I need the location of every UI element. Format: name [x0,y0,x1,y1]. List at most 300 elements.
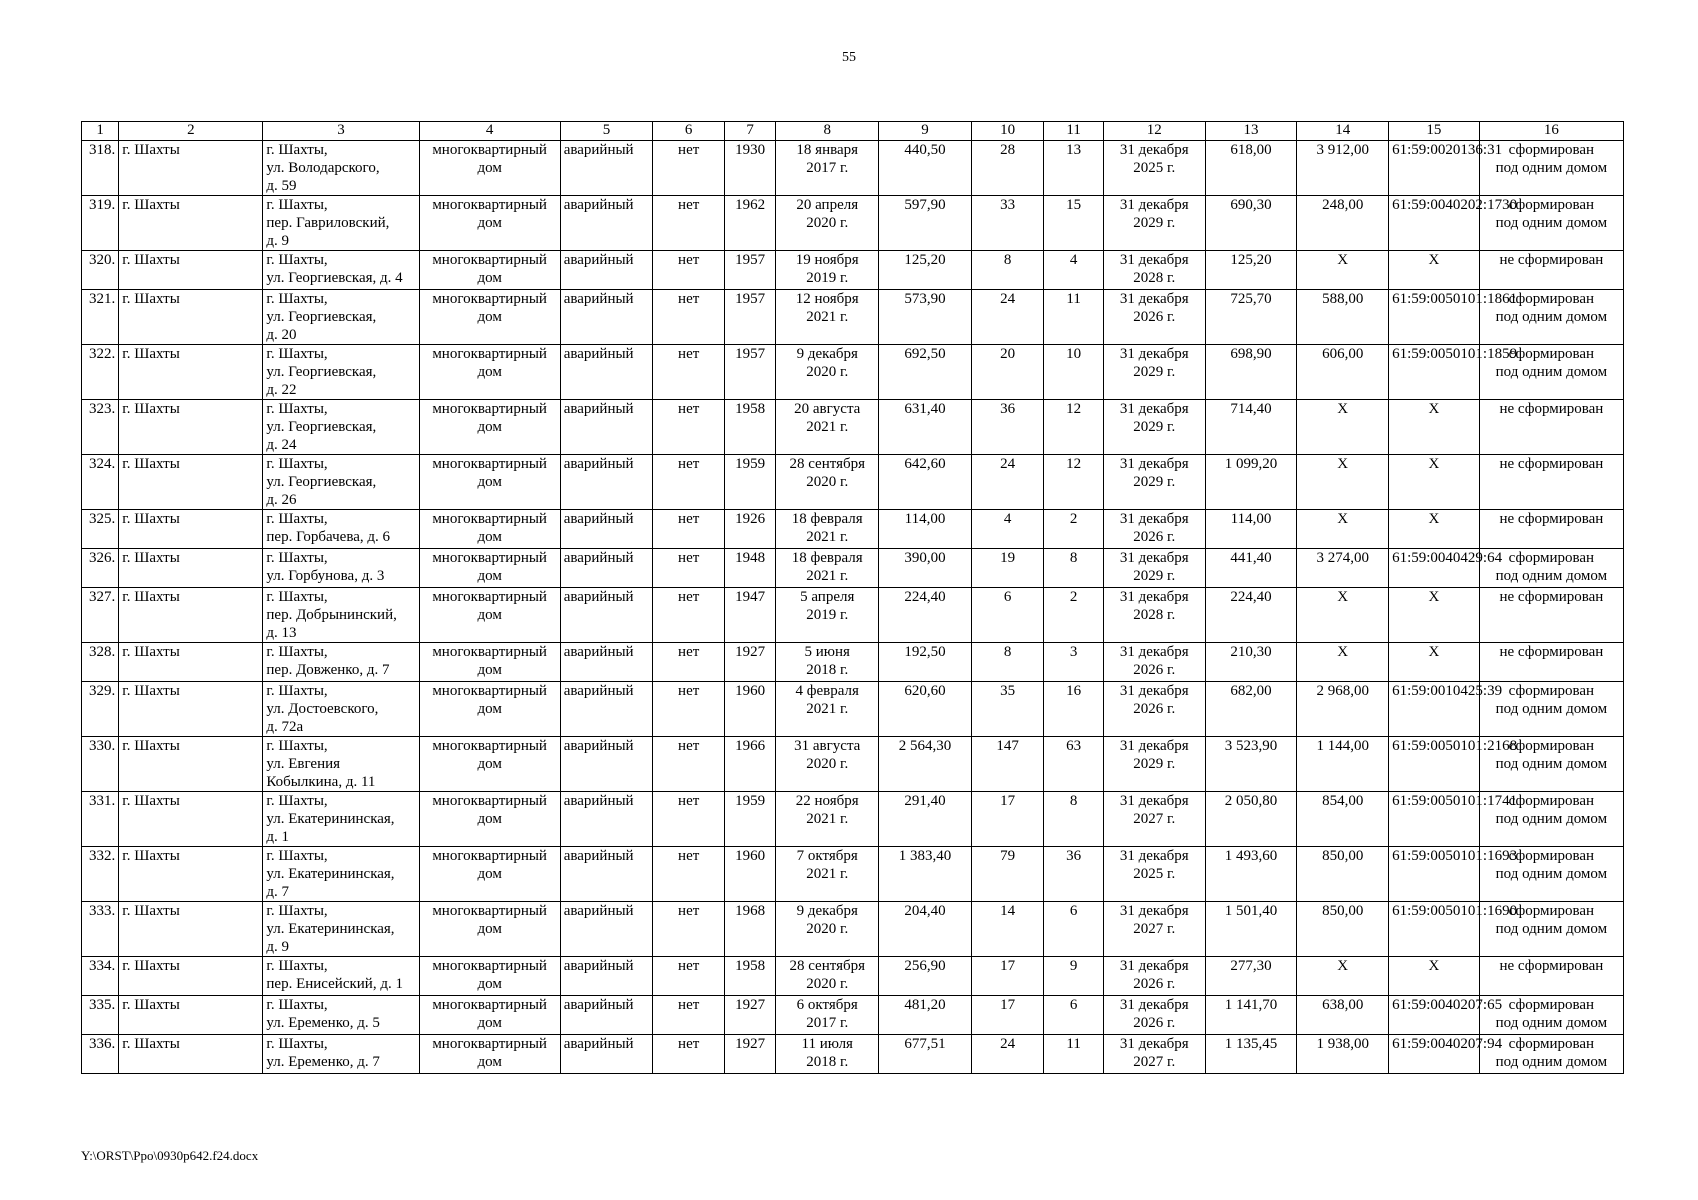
recognition-date-line: 9 декабря [796,903,858,919]
address-line: г. Шахты, [266,456,328,472]
resettlement-deadline-line: 31 декабря [1119,903,1189,919]
land-status-line: под одним домом [1495,756,1608,772]
row-number: 332. [82,847,119,902]
flats-count: 3 [1044,643,1103,682]
building-type-line: дом [477,419,502,435]
column-header-16: 16 [1479,122,1623,141]
total-area: 125,20 [1205,251,1297,290]
address-line: г. Шахты, [266,197,328,213]
resettlement-deadline-line: 31 декабря [1119,197,1189,213]
address-line: пер. Довженко, д. 7 [266,662,390,678]
build-year: 1926 [724,510,775,549]
cadastral-number-line: 29:64 [1467,550,1503,566]
address-line: ул. Георгиевская, [266,364,377,380]
flag: нет [653,290,725,345]
build-year: 1958 [724,400,775,455]
resettlement-deadline [1103,141,1205,196]
resettlement-deadline-line: 31 декабря [1119,550,1189,566]
flag: нет [653,251,725,290]
living-area: 620,60 [879,682,972,737]
cadastral-number-line: Х [1428,958,1440,974]
address-line: г. Шахты, [266,958,328,974]
recognition-date-line: 19 ноября [795,252,859,268]
build-year: 1948 [724,549,775,588]
living-area: 597,90 [879,196,972,251]
building-type-line: многоквартирный [432,252,547,268]
recognition-date-line: 2020 г. [806,976,849,992]
municipality: г. Шахты [119,792,263,847]
flag: нет [653,737,725,792]
residents-count: 79 [971,847,1044,902]
row-number: 320. [82,251,119,290]
land-status-line: сформирован [1508,848,1595,864]
row-number: 325. [82,510,119,549]
table-row [82,643,1624,682]
living-area: 1 383,40 [879,847,972,902]
table-row [82,996,1624,1035]
column-header-3: 3 [263,122,419,141]
recognition-date [776,792,879,847]
condition: аварийный [560,682,653,737]
building-type [419,251,560,290]
address-line: г. Шахты, [266,903,328,919]
recognition-date-line: 31 августа [794,738,861,754]
residents-count: 24 [971,1035,1044,1074]
land-status-line: под одним домом [1495,811,1608,827]
building-type [419,588,560,643]
building-type-line: многоквартирный [432,550,547,566]
column-header-8: 8 [776,122,879,141]
recognition-date [776,290,879,345]
cadastral-number-line: Х [1428,456,1440,472]
residents-count: 14 [971,902,1044,957]
living-area: 481,20 [879,996,972,1035]
recognition-date-line: 2021 г. [806,309,849,325]
resettlement-deadline [1103,455,1205,510]
total-area: 682,00 [1205,682,1297,737]
condition: аварийный [560,847,653,902]
address-line: д. 9 [266,939,290,955]
row-number: 319. [82,196,119,251]
building-type [419,196,560,251]
building-type-line: дом [477,1054,502,1070]
flats-count: 11 [1044,1035,1103,1074]
total-area: 1 493,60 [1205,847,1297,902]
build-year: 1958 [724,957,775,996]
resettlement-deadline [1103,847,1205,902]
land-status-line: не сформирован [1499,511,1604,527]
recognition-date-line: 2020 г. [806,756,849,772]
address-line: г. Шахты, [266,644,328,660]
condition: аварийный [560,400,653,455]
flats-count: 2 [1044,510,1103,549]
land-status-line: не сформирован [1499,958,1604,974]
living-area: 573,90 [879,290,972,345]
residents-count: 147 [971,737,1044,792]
row-number: 323. [82,400,119,455]
building-type [419,682,560,737]
resettlement-deadline-line: 2026 г. [1133,1015,1176,1031]
building-type-line: дом [477,811,502,827]
building-type-line: дом [477,270,502,286]
land-status [1479,510,1623,549]
cadastral-number [1389,682,1503,737]
resettlement-deadline [1103,996,1205,1035]
resettlement-deadline-line: 31 декабря [1119,644,1189,660]
residents-count: 17 [971,792,1044,847]
land-area: Х [1297,400,1389,455]
municipality: г. Шахты [119,196,263,251]
address [263,792,419,847]
build-year: 1959 [724,792,775,847]
land-status [1479,588,1623,643]
flats-count: 8 [1044,792,1103,847]
resettlement-deadline-line: 2029 г. [1133,419,1176,435]
flag: нет [653,792,725,847]
recognition-date-line: 2018 г. [806,662,849,678]
building-type-line: многоквартирный [432,197,547,213]
cadastral-number-line: 61:59:00402 [1392,1036,1468,1052]
building-type-line: дом [477,309,502,325]
total-area: 618,00 [1205,141,1297,196]
residents-count: 4 [971,510,1044,549]
living-area: 291,40 [879,792,972,847]
address-line: г. Шахты, [266,683,328,699]
address [263,455,419,510]
land-area: 3 274,00 [1297,549,1389,588]
recognition-date-line: 22 ноября [795,793,859,809]
building-type-line: многоквартирный [432,1036,547,1052]
flats-count: 2 [1044,588,1103,643]
municipality: г. Шахты [119,400,263,455]
address-line: г. Шахты, [266,346,328,362]
total-area: 698,90 [1205,345,1297,400]
land-status [1479,643,1623,682]
land-status-line: сформирован [1508,683,1595,699]
resettlement-deadline-line: 31 декабря [1119,589,1189,605]
table-row [82,345,1624,400]
address-line: ул. Евгения [266,756,341,772]
building-type-line: многоквартирный [432,346,547,362]
land-area: 2 968,00 [1297,682,1389,737]
resettlement-deadline-line: 2026 г. [1133,976,1176,992]
cadastral-number [1389,588,1480,643]
condition: аварийный [560,643,653,682]
residents-count: 17 [971,996,1044,1035]
resettlement-deadline [1103,957,1205,996]
condition: аварийный [560,1035,653,1074]
cadastral-number-line: Х [1428,589,1440,605]
column-header-4: 4 [419,122,560,141]
living-area: 114,00 [879,510,972,549]
address-line: д. 20 [266,327,297,343]
flats-count: 15 [1044,196,1103,251]
condition: аварийный [560,455,653,510]
recognition-date-line: 9 декабря [796,346,858,362]
total-area: 114,00 [1205,510,1297,549]
address-line: г. Шахты, [266,793,328,809]
building-type-line: дом [477,756,502,772]
land-status-line: сформирован [1508,291,1595,307]
address-line: г. Шахты, [266,291,328,307]
address [263,996,419,1035]
building-type [419,792,560,847]
recognition-date-line: 2020 г. [806,921,849,937]
cadastral-number [1389,455,1480,510]
address [263,847,419,902]
row-number: 321. [82,290,119,345]
residents-count: 24 [971,290,1044,345]
resettlement-deadline-line: 2028 г. [1133,270,1176,286]
recognition-date-line: 5 апреля [800,589,855,605]
land-area: Х [1297,588,1389,643]
cadastral-number [1389,996,1503,1035]
total-area: 224,40 [1205,588,1297,643]
recognition-date-line: 2021 г. [806,568,849,584]
cadastral-number-line: Х [1428,511,1440,527]
recognition-date-line: 2017 г. [806,160,849,176]
build-year: 1960 [724,847,775,902]
land-status-line: не сформирован [1499,252,1604,268]
municipality: г. Шахты [119,549,263,588]
build-year: 1957 [724,290,775,345]
recognition-date [776,682,879,737]
land-status-line: под одним домом [1495,921,1608,937]
build-year: 1930 [724,141,775,196]
address-line: пер. Добрынинский, [266,607,397,623]
recognition-date [776,902,879,957]
total-area: 725,70 [1205,290,1297,345]
address-line: ул. Еременко, д. 7 [266,1054,380,1070]
flag: нет [653,345,725,400]
living-area: 631,40 [879,400,972,455]
residents-count: 36 [971,400,1044,455]
address-line: ул. Екатерининская, [266,866,395,882]
flats-count: 12 [1044,400,1103,455]
municipality: г. Шахты [119,588,263,643]
row-number: 330. [82,737,119,792]
build-year: 1927 [724,643,775,682]
land-status-line: сформирован [1508,738,1595,754]
address-line: д. 24 [266,437,297,453]
flats-count: 36 [1044,847,1103,902]
recognition-date-line: 2021 г. [806,529,849,545]
row-number: 327. [82,588,119,643]
address-line: д. 22 [266,382,297,398]
column-header-14: 14 [1297,122,1389,141]
address-line: д. 1 [266,829,290,845]
living-area: 256,90 [879,957,972,996]
resettlement-deadline-line: 2025 г. [1133,160,1176,176]
land-status-line: под одним домом [1495,215,1608,231]
build-year: 1968 [724,902,775,957]
table-body [82,141,1624,1074]
column-header-1: 1 [82,122,119,141]
recognition-date-line: 2021 г. [806,866,849,882]
land-status-line: под одним домом [1495,160,1608,176]
address [263,196,419,251]
land-status [1479,251,1623,290]
condition: аварийный [560,196,653,251]
building-type-line: многоквартирный [432,997,547,1013]
cadastral-number [1389,400,1480,455]
recognition-date-line: 2021 г. [806,811,849,827]
condition: аварийный [560,510,653,549]
address [263,141,419,196]
living-area: 692,50 [879,345,972,400]
building-type-line: многоквартирный [432,903,547,919]
build-year: 1959 [724,455,775,510]
address-line: г. Шахты, [266,401,328,417]
address [263,737,419,792]
row-number: 333. [82,902,119,957]
land-status [1479,957,1623,996]
table-row [82,251,1624,290]
total-area: 210,30 [1205,643,1297,682]
land-status-line: не сформирован [1499,644,1604,660]
resettlement-deadline [1103,902,1205,957]
resettlement-deadline-line: 31 декабря [1119,738,1189,754]
recognition-date [776,251,879,290]
flag: нет [653,588,725,643]
address-line: ул. Достоевского, [266,701,379,717]
building-type [419,345,560,400]
address [263,290,419,345]
address [263,251,419,290]
building-type-line: многоквартирный [432,958,547,974]
cadastral-number [1389,196,1518,251]
condition: аварийный [560,549,653,588]
land-area: 248,00 [1297,196,1389,251]
cadastral-number [1389,510,1480,549]
cadastral-number-line: 61:59:00501 [1392,738,1468,754]
recognition-date [776,737,879,792]
resettlement-deadline-line: 31 декабря [1119,958,1189,974]
address-line: пер. Енисейский, д. 1 [266,976,403,992]
cadastral-number [1389,1035,1503,1074]
recognition-date [776,847,879,902]
resettlement-deadline-line: 31 декабря [1119,793,1189,809]
building-type-line: дом [477,160,502,176]
flats-count: 11 [1044,290,1103,345]
residents-count: 20 [971,345,1044,400]
land-status-line: не сформирован [1499,589,1604,605]
recognition-date-line: 20 августа [794,401,861,417]
condition: аварийный [560,902,653,957]
table-row [82,455,1624,510]
cadastral-number [1389,957,1480,996]
cadastral-number-line: 61:59:00201 [1392,142,1468,158]
table-row [82,737,1624,792]
total-area: 3 523,90 [1205,737,1297,792]
land-area: 1 938,00 [1297,1035,1389,1074]
row-number: 334. [82,957,119,996]
resettlement-deadline-line: 31 декабря [1119,511,1189,527]
living-area: 204,40 [879,902,972,957]
flag: нет [653,1035,725,1074]
recognition-date [776,510,879,549]
building-type-line: многоквартирный [432,793,547,809]
flag: нет [653,549,725,588]
recognition-date-line: 18 января [796,142,859,158]
building-type [419,996,560,1035]
land-area: 606,00 [1297,345,1389,400]
land-area: Х [1297,455,1389,510]
table-row [82,588,1624,643]
recognition-date-line: 28 сентября [789,958,866,974]
cadastral-number [1389,792,1518,847]
resettlement-deadline-line: 2029 г. [1133,364,1176,380]
land-area: Х [1297,957,1389,996]
living-area: 390,00 [879,549,972,588]
municipality: г. Шахты [119,345,263,400]
resettlement-deadline [1103,510,1205,549]
emergency-housing-table [81,121,1624,1074]
recognition-date-line: 2020 г. [806,474,849,490]
resettlement-deadline [1103,1035,1205,1074]
building-type-line: многоквартирный [432,401,547,417]
residents-count: 19 [971,549,1044,588]
build-year: 1947 [724,588,775,643]
recognition-date [776,588,879,643]
row-number: 335. [82,996,119,1035]
footer-file-path: Y:\ORST\Ppo\0930p642.f24.docx [81,1148,259,1163]
flats-count: 9 [1044,957,1103,996]
recognition-date-line: 7 октября [796,848,858,864]
column-header-13: 13 [1205,122,1297,141]
cadastral-number-line: 07:65 [1467,997,1503,1013]
column-header-11: 11 [1044,122,1103,141]
build-year: 1966 [724,737,775,792]
resettlement-deadline-line: 31 декабря [1119,142,1189,158]
table-row [82,549,1624,588]
condition: аварийный [560,792,653,847]
column-header-6: 6 [653,122,725,141]
resettlement-deadline-line: 2029 г. [1133,474,1176,490]
resettlement-deadline-line: 31 декабря [1119,848,1189,864]
total-area: 277,30 [1205,957,1297,996]
flag: нет [653,902,725,957]
recognition-date [776,1035,879,1074]
living-area: 642,60 [879,455,972,510]
cadastral-number [1389,345,1518,400]
row-number: 322. [82,345,119,400]
residents-count: 8 [971,643,1044,682]
cadastral-number-line: 61:59:00402 [1392,197,1468,213]
address-line: Кобылкина, д. 11 [266,774,376,790]
total-area: 714,40 [1205,400,1297,455]
total-area: 1 501,40 [1205,902,1297,957]
building-type-line: многоквартирный [432,683,547,699]
resettlement-deadline-line: 2027 г. [1133,1054,1176,1070]
cadastral-number-line: 25:39 [1467,683,1503,699]
cadastral-number-line: 01:1690 [1467,903,1518,919]
municipality: г. Шахты [119,251,263,290]
total-area: 1 099,20 [1205,455,1297,510]
building-type [419,1035,560,1074]
building-type-line: дом [477,866,502,882]
flats-count: 8 [1044,549,1103,588]
flag: нет [653,957,725,996]
recognition-date [776,345,879,400]
address [263,643,419,682]
land-area: 850,00 [1297,902,1389,957]
cadastral-number-line: 61:59:00501 [1392,291,1468,307]
address-line: ул. Горбунова, д. 3 [266,568,385,584]
cadastral-number-line: 61:59:00501 [1392,793,1468,809]
building-type-line: дом [477,364,502,380]
residents-count: 33 [971,196,1044,251]
